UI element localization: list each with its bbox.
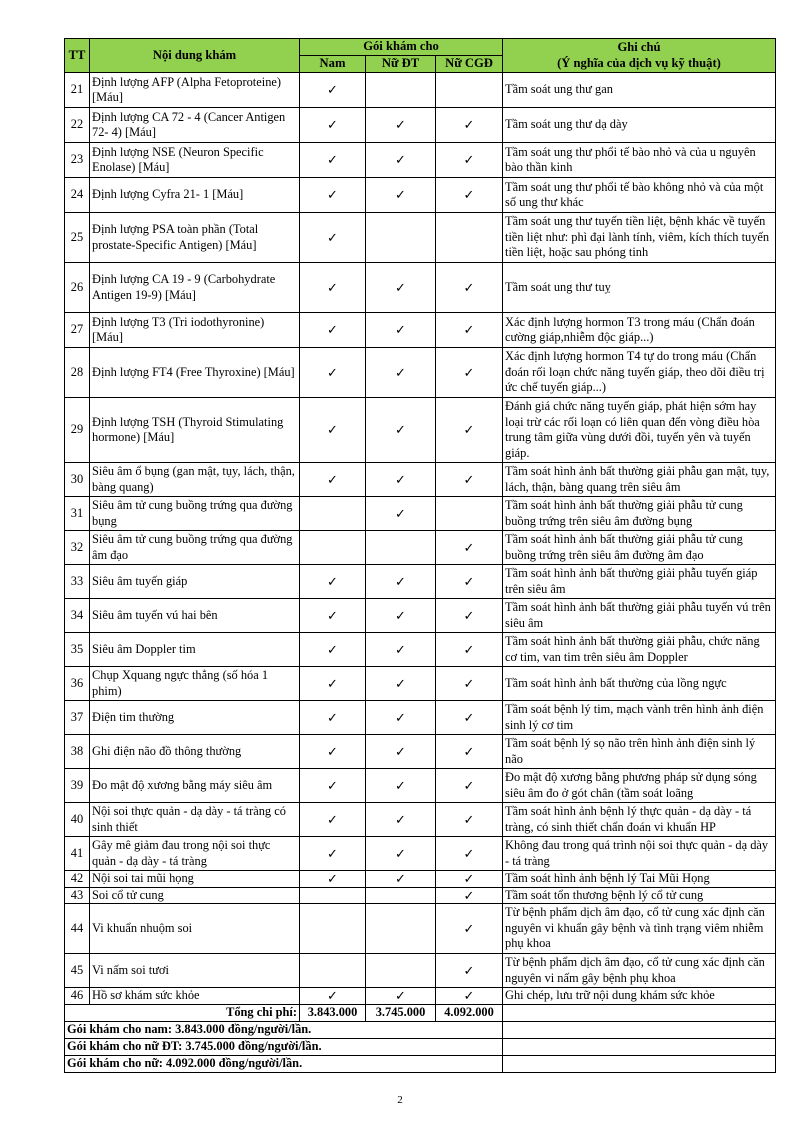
table-row bbox=[65, 398, 776, 463]
row-number: 42 bbox=[65, 871, 90, 888]
row-note: Không đau trong quá trình nội soi thực quản - dạ dày - tá tràng bbox=[503, 837, 776, 871]
table-footer bbox=[65, 1005, 776, 1073]
row-content: Siêu âm Doppler tim bbox=[90, 633, 300, 667]
row-number: 38 bbox=[65, 735, 90, 769]
total-female-cgd: 4.092.000 bbox=[436, 1005, 503, 1022]
check-cell-male bbox=[300, 871, 366, 888]
check-cell-female-cgd bbox=[436, 178, 503, 213]
check-cell-male bbox=[300, 463, 366, 497]
table-row bbox=[65, 769, 776, 803]
table-header bbox=[65, 39, 776, 73]
check-mark-icon: ✓ bbox=[463, 709, 475, 725]
header-content: Nội dung khám bbox=[90, 39, 300, 73]
row-note: Tầm soát hình ảnh bệnh lý Tai Mũi Họng bbox=[503, 871, 776, 888]
check-cell-female-cgd bbox=[436, 263, 503, 313]
check-mark-icon: ✓ bbox=[395, 279, 406, 295]
check-cell-female-dt bbox=[366, 73, 436, 108]
check-mark-icon: ✓ bbox=[463, 920, 475, 936]
check-cell-male bbox=[300, 837, 366, 871]
total-row bbox=[65, 1005, 776, 1022]
row-note: Tầm soát bệnh lý tim, mạch vành trên hình ảnh điện sinh lý cơ tim bbox=[503, 701, 776, 735]
table-row bbox=[65, 565, 776, 599]
check-cell-female-dt bbox=[366, 954, 436, 988]
check-cell-female-cgd bbox=[436, 497, 503, 531]
table-row bbox=[65, 887, 776, 904]
row-number: 35 bbox=[65, 633, 90, 667]
check-mark-icon: ✓ bbox=[463, 887, 475, 903]
check-cell-female-cgd bbox=[436, 904, 503, 954]
summary-row bbox=[65, 1055, 776, 1072]
row-note: Xác định lượng hormon T3 trong máu (Chẩn đoán cường giáp,nhiễm độc giáp...) bbox=[503, 313, 776, 348]
check-mark-icon: ✓ bbox=[395, 573, 406, 589]
row-number: 43 bbox=[65, 887, 90, 904]
check-cell-male bbox=[300, 565, 366, 599]
row-number: 37 bbox=[65, 701, 90, 735]
check-cell-male bbox=[300, 887, 366, 904]
check-mark-icon: ✓ bbox=[395, 988, 406, 1004]
exam-package-table bbox=[64, 38, 776, 1073]
table-row bbox=[65, 497, 776, 531]
check-mark-icon: ✓ bbox=[395, 152, 406, 168]
check-mark-icon: ✓ bbox=[395, 777, 406, 793]
row-note: Tầm soát hình ảnh bất thường giải phẫu tuyến vú trên siêu âm bbox=[503, 599, 776, 633]
check-cell-male bbox=[300, 213, 366, 263]
row-content: Định lượng TSH (Thyroid Stimulating hormone) [Máu] bbox=[90, 398, 300, 463]
check-mark-icon: ✓ bbox=[463, 607, 475, 623]
check-mark-icon: ✓ bbox=[463, 871, 475, 886]
check-mark-icon: ✓ bbox=[463, 641, 475, 657]
check-cell-female-cgd bbox=[436, 701, 503, 735]
row-content: Định lượng T3 (Tri iodothyronine) [Máu] bbox=[90, 313, 300, 348]
check-cell-female-dt bbox=[366, 313, 436, 348]
check-mark-icon: ✓ bbox=[463, 187, 475, 203]
check-cell-female-dt bbox=[366, 887, 436, 904]
row-number: 44 bbox=[65, 904, 90, 954]
check-cell-female-cgd bbox=[436, 667, 503, 701]
row-note: Tầm soát ung thư tuyến tiền liệt, bệnh khác về tuyến tiền liệt như: phì đại lành tính, viêm, kích thích tuyến tiền liệt, hoặc sau phóng tinh bbox=[503, 213, 776, 263]
table-row bbox=[65, 463, 776, 497]
check-cell-female-dt bbox=[366, 871, 436, 888]
check-cell-male bbox=[300, 313, 366, 348]
table-row bbox=[65, 599, 776, 633]
check-cell-male bbox=[300, 769, 366, 803]
row-number: 28 bbox=[65, 348, 90, 398]
check-cell-female-dt bbox=[366, 213, 436, 263]
total-male: 3.843.000 bbox=[300, 1005, 366, 1022]
row-number: 30 bbox=[65, 463, 90, 497]
check-cell-female-cgd bbox=[436, 565, 503, 599]
check-cell-male bbox=[300, 735, 366, 769]
check-cell-male bbox=[300, 348, 366, 398]
row-content: Vi nấm soi tươi bbox=[90, 954, 300, 988]
row-note: Tầm soát ung thư dạ dày bbox=[503, 108, 776, 143]
page-number: 2 bbox=[397, 1094, 403, 1106]
row-note: Đánh giá chức năng tuyến giáp, phát hiện sớm hay loại trừ các rối loạn có liên quan đến vòng điều hòa trung tâm giữa vùng dưới đồi, tuyến yên và tuyến giáp. bbox=[503, 398, 776, 463]
check-mark-icon: ✓ bbox=[395, 641, 406, 657]
check-mark-icon: ✓ bbox=[327, 871, 338, 886]
row-content: Soi cổ tử cung bbox=[90, 887, 300, 904]
check-cell-female-dt bbox=[366, 599, 436, 633]
row-content: Siêu âm tử cung buồng trứng qua đường bụng bbox=[90, 497, 300, 531]
check-mark-icon: ✓ bbox=[463, 845, 475, 861]
row-content: Đo mật độ xương bằng máy siêu âm bbox=[90, 769, 300, 803]
total-note-empty bbox=[503, 1005, 776, 1022]
check-cell-female-cgd bbox=[436, 954, 503, 988]
check-mark-icon: ✓ bbox=[327, 422, 338, 438]
check-cell-male bbox=[300, 599, 366, 633]
table-row bbox=[65, 803, 776, 837]
check-cell-female-dt bbox=[366, 701, 436, 735]
row-note: Tầm soát hình ảnh bất thường giải phẫu, chức năng cơ tim, van tim trên siêu âm Doppler bbox=[503, 633, 776, 667]
check-mark-icon: ✓ bbox=[327, 152, 338, 168]
check-cell-female-dt bbox=[366, 735, 436, 769]
header-note-title: Ghi chú bbox=[617, 40, 661, 54]
check-cell-female-dt bbox=[366, 178, 436, 213]
table-row bbox=[65, 837, 776, 871]
check-mark-icon: ✓ bbox=[463, 811, 475, 827]
check-cell-female-cgd bbox=[436, 73, 503, 108]
row-note: Tầm soát ung thư phổi tế bào không nhỏ và của một số ung thư khác bbox=[503, 178, 776, 213]
table-body bbox=[65, 73, 776, 1005]
row-note: Tầm soát hình ảnh bất thường giải phẫu tử cung buồng trứng trên siêu âm đường bụng bbox=[503, 497, 776, 531]
check-mark-icon: ✓ bbox=[463, 364, 475, 380]
table-row bbox=[65, 73, 776, 108]
row-content: Nội soi thực quản - dạ dày - tá tràng có sinh thiết bbox=[90, 803, 300, 837]
row-note: Tầm soát ung thư gan bbox=[503, 73, 776, 108]
row-note: Tầm soát hình ảnh bất thường của lồng ngực bbox=[503, 667, 776, 701]
check-mark-icon: ✓ bbox=[327, 117, 338, 133]
header-female-cgd: Nữ CGĐ bbox=[436, 56, 503, 73]
check-cell-male bbox=[300, 701, 366, 735]
row-number: 36 bbox=[65, 667, 90, 701]
check-cell-female-cgd bbox=[436, 108, 503, 143]
table-row bbox=[65, 988, 776, 1005]
check-cell-female-cgd bbox=[436, 871, 503, 888]
header-tt: TT bbox=[65, 39, 90, 73]
row-number: 25 bbox=[65, 213, 90, 263]
check-mark-icon: ✓ bbox=[463, 279, 475, 295]
check-mark-icon: ✓ bbox=[327, 82, 338, 98]
check-mark-icon: ✓ bbox=[395, 505, 406, 521]
check-mark-icon: ✓ bbox=[395, 422, 406, 438]
table-row bbox=[65, 108, 776, 143]
check-mark-icon: ✓ bbox=[327, 187, 338, 203]
check-cell-female-dt bbox=[366, 143, 436, 178]
table-row bbox=[65, 213, 776, 263]
row-note: Tầm soát hình ảnh bất thường giải phẫu tử cung buồng trứng trên siêu âm đường âm đạo bbox=[503, 531, 776, 565]
check-cell-female-dt bbox=[366, 633, 436, 667]
check-cell-female-dt bbox=[366, 531, 436, 565]
check-mark-icon: ✓ bbox=[327, 811, 338, 827]
table-row bbox=[65, 904, 776, 954]
check-mark-icon: ✓ bbox=[327, 471, 338, 487]
row-content: Siêu âm tuyến vú hai bên bbox=[90, 599, 300, 633]
total-label: Tổng chi phí: bbox=[65, 1005, 300, 1022]
row-content: Gây mê giảm đau trong nội soi thực quản - dạ dày - tá tràng bbox=[90, 837, 300, 871]
row-number: 27 bbox=[65, 313, 90, 348]
table-row bbox=[65, 871, 776, 888]
summary-male: Gói khám cho nam: 3.843.000 đồng/người/lần. bbox=[65, 1021, 503, 1038]
row-content: Ghi điện não đồ thông thường bbox=[90, 735, 300, 769]
row-number: 23 bbox=[65, 143, 90, 178]
check-mark-icon: ✓ bbox=[327, 607, 338, 623]
summary-female: Gói khám cho nữ: 4.092.000 đồng/người/lần. bbox=[65, 1055, 503, 1072]
check-cell-female-dt bbox=[366, 108, 436, 143]
row-number: 34 bbox=[65, 599, 90, 633]
row-note: Tầm soát tổn thương bệnh lý cổ tử cung bbox=[503, 887, 776, 904]
row-number: 41 bbox=[65, 837, 90, 871]
row-note: Từ bệnh phẩm dịch âm đạo, cổ tử cung xác định căn nguyên vi nấm gây bệnh phụ khoa bbox=[503, 954, 776, 988]
header-male: Nam bbox=[300, 56, 366, 73]
check-mark-icon: ✓ bbox=[395, 845, 406, 861]
row-note: Từ bệnh phẩm dịch âm đạo, cổ tử cung xác định căn nguyên vi khuẩn gây bệnh và tình trạng viêm nhiễm phụ khoa bbox=[503, 904, 776, 954]
check-cell-female-dt bbox=[366, 398, 436, 463]
header-packages: Gói khám cho bbox=[300, 39, 503, 56]
header-note-subtitle: (Ý nghĩa của dịch vụ kỹ thuật) bbox=[557, 55, 721, 70]
check-cell-male bbox=[300, 531, 366, 565]
row-number: 31 bbox=[65, 497, 90, 531]
check-cell-male bbox=[300, 178, 366, 213]
total-female-dt: 3.745.000 bbox=[366, 1005, 436, 1022]
row-note: Đo mật độ xương bằng phương pháp sử dụng sóng siêu âm đo ở gót chân (tầm soát loãng bbox=[503, 769, 776, 803]
table-row bbox=[65, 531, 776, 565]
row-number: 39 bbox=[65, 769, 90, 803]
header-female-dt: Nữ ĐT bbox=[366, 56, 436, 73]
row-number: 46 bbox=[65, 988, 90, 1005]
check-cell-female-cgd bbox=[436, 348, 503, 398]
check-mark-icon: ✓ bbox=[327, 364, 338, 380]
check-mark-icon: ✓ bbox=[463, 471, 475, 487]
summary-female-dt: Gói khám cho nữ ĐT: 3.745.000 đồng/người/lần. bbox=[65, 1038, 503, 1055]
check-mark-icon: ✓ bbox=[327, 743, 338, 759]
check-cell-male bbox=[300, 73, 366, 108]
summary-note-empty bbox=[503, 1021, 776, 1038]
row-content: Siêu âm ổ bụng (gan mật, tụy, lách, thận, bàng quang) bbox=[90, 463, 300, 497]
row-note: Tầm soát hình ảnh bệnh lý thực quản - dạ dày - tá tràng, có sinh thiết chẩn đoán vi khuẩn HP bbox=[503, 803, 776, 837]
check-cell-male bbox=[300, 633, 366, 667]
table-row bbox=[65, 143, 776, 178]
check-mark-icon: ✓ bbox=[395, 322, 406, 338]
row-number: 33 bbox=[65, 565, 90, 599]
check-cell-female-cgd bbox=[436, 143, 503, 178]
table-row bbox=[65, 667, 776, 701]
check-cell-female-dt bbox=[366, 904, 436, 954]
check-cell-female-cgd bbox=[436, 837, 503, 871]
header-note bbox=[503, 39, 776, 73]
check-mark-icon: ✓ bbox=[395, 743, 406, 759]
check-cell-male bbox=[300, 497, 366, 531]
table-row bbox=[65, 633, 776, 667]
summary-row bbox=[65, 1038, 776, 1055]
check-mark-icon: ✓ bbox=[463, 988, 475, 1004]
row-number: 32 bbox=[65, 531, 90, 565]
check-mark-icon: ✓ bbox=[327, 229, 338, 245]
table-row bbox=[65, 313, 776, 348]
summary-note-empty bbox=[503, 1038, 776, 1055]
check-mark-icon: ✓ bbox=[395, 871, 406, 886]
check-cell-female-cgd bbox=[436, 531, 503, 565]
check-cell-male bbox=[300, 143, 366, 178]
check-cell-female-dt bbox=[366, 667, 436, 701]
check-cell-female-cgd bbox=[436, 803, 503, 837]
check-cell-male bbox=[300, 904, 366, 954]
check-mark-icon: ✓ bbox=[395, 471, 406, 487]
row-number: 45 bbox=[65, 954, 90, 988]
check-mark-icon: ✓ bbox=[463, 675, 475, 691]
row-content: Định lượng AFP (Alpha Fetoproteine) [Máu] bbox=[90, 73, 300, 108]
check-cell-female-dt bbox=[366, 463, 436, 497]
row-content: Định lượng NSE (Neuron Specific Enolase) [Máu] bbox=[90, 143, 300, 178]
check-mark-icon: ✓ bbox=[327, 279, 338, 295]
check-mark-icon: ✓ bbox=[463, 743, 475, 759]
row-number: 40 bbox=[65, 803, 90, 837]
check-mark-icon: ✓ bbox=[395, 675, 406, 691]
row-content: Siêu âm tử cung buồng trứng qua đường âm đạo bbox=[90, 531, 300, 565]
row-number: 21 bbox=[65, 73, 90, 108]
check-cell-male bbox=[300, 954, 366, 988]
check-mark-icon: ✓ bbox=[327, 777, 338, 793]
check-cell-female-cgd bbox=[436, 735, 503, 769]
row-content: Định lượng PSA toàn phần (Total prostate-Specific Antigen) [Máu] bbox=[90, 213, 300, 263]
check-mark-icon: ✓ bbox=[463, 422, 475, 438]
check-cell-female-dt bbox=[366, 497, 436, 531]
check-mark-icon: ✓ bbox=[463, 573, 475, 589]
row-content: Siêu âm tuyến giáp bbox=[90, 565, 300, 599]
check-mark-icon: ✓ bbox=[463, 539, 475, 555]
check-cell-male bbox=[300, 108, 366, 143]
check-mark-icon: ✓ bbox=[463, 322, 475, 338]
row-note: Tầm soát ung thư phổi tế bào nhỏ và của u nguyên bào thần kinh bbox=[503, 143, 776, 178]
check-mark-icon: ✓ bbox=[395, 117, 406, 133]
row-note: Tầm soát ung thư tuỵ bbox=[503, 263, 776, 313]
check-cell-female-cgd bbox=[436, 313, 503, 348]
row-number: 26 bbox=[65, 263, 90, 313]
row-note: Tầm soát hình ảnh bất thường giải phẫu gan mật, tụy, lách, thận, bàng quang trên siêu âm bbox=[503, 463, 776, 497]
row-content: Định lượng CA 19 - 9 (Carbohydrate Antigen 19-9) [Máu] bbox=[90, 263, 300, 313]
check-mark-icon: ✓ bbox=[395, 607, 406, 623]
row-content: Định lượng CA 72 - 4 (Cancer Antigen 72- 4) [Máu] bbox=[90, 108, 300, 143]
row-content: Chụp Xquang ngực thẳng (số hóa 1 phim) bbox=[90, 667, 300, 701]
row-note: Xác định lượng hormon T4 tự do trong máu (Chẩn đoán rối loạn chức năng tuyến giáp, theo dõi điều trị ức chế tuyến giáp...) bbox=[503, 348, 776, 398]
check-cell-male bbox=[300, 263, 366, 313]
check-mark-icon: ✓ bbox=[327, 573, 338, 589]
check-mark-icon: ✓ bbox=[327, 641, 338, 657]
check-cell-female-dt bbox=[366, 769, 436, 803]
row-content: Nội soi tai mũi họng bbox=[90, 871, 300, 888]
check-cell-female-cgd bbox=[436, 769, 503, 803]
row-content: Định lượng Cyfra 21- 1 [Máu] bbox=[90, 178, 300, 213]
check-cell-female-dt bbox=[366, 837, 436, 871]
row-note: Ghi chép, lưu trữ nội dung khám sức khỏe bbox=[503, 988, 776, 1005]
row-content: Điện tim thường bbox=[90, 701, 300, 735]
check-cell-male bbox=[300, 667, 366, 701]
table-row bbox=[65, 954, 776, 988]
check-cell-male bbox=[300, 988, 366, 1005]
check-cell-female-cgd bbox=[436, 463, 503, 497]
check-mark-icon: ✓ bbox=[395, 364, 406, 380]
summary-row bbox=[65, 1021, 776, 1038]
check-mark-icon: ✓ bbox=[395, 811, 406, 827]
row-note: Tầm soát bệnh lý sọ não trên hình ảnh điện sinh lý não bbox=[503, 735, 776, 769]
check-mark-icon: ✓ bbox=[327, 709, 338, 725]
check-cell-female-cgd bbox=[436, 988, 503, 1005]
row-number: 22 bbox=[65, 108, 90, 143]
row-content: Vi khuẩn nhuộm soi bbox=[90, 904, 300, 954]
check-mark-icon: ✓ bbox=[395, 187, 406, 203]
check-cell-female-cgd bbox=[436, 213, 503, 263]
summary-note-empty bbox=[503, 1055, 776, 1072]
table-row bbox=[65, 735, 776, 769]
check-mark-icon: ✓ bbox=[327, 322, 338, 338]
check-cell-female-dt bbox=[366, 348, 436, 398]
row-note: Tầm soát hình ảnh bất thường giải phẫu tuyến giáp trên siêu âm bbox=[503, 565, 776, 599]
row-content: Hồ sơ khám sức khỏe bbox=[90, 988, 300, 1005]
check-cell-male bbox=[300, 398, 366, 463]
table-row bbox=[65, 348, 776, 398]
table-row bbox=[65, 701, 776, 735]
check-cell-female-cgd bbox=[436, 599, 503, 633]
check-mark-icon: ✓ bbox=[327, 845, 338, 861]
check-mark-icon: ✓ bbox=[327, 988, 338, 1004]
table-row bbox=[65, 178, 776, 213]
check-mark-icon: ✓ bbox=[463, 777, 475, 793]
check-mark-icon: ✓ bbox=[395, 709, 406, 725]
check-cell-female-dt bbox=[366, 263, 436, 313]
check-cell-male bbox=[300, 803, 366, 837]
check-cell-female-dt bbox=[366, 988, 436, 1005]
check-cell-female-cgd bbox=[436, 633, 503, 667]
check-mark-icon: ✓ bbox=[463, 117, 475, 133]
check-cell-female-dt bbox=[366, 565, 436, 599]
table-row bbox=[65, 263, 776, 313]
check-mark-icon: ✓ bbox=[463, 962, 475, 978]
check-mark-icon: ✓ bbox=[463, 152, 475, 168]
row-number: 24 bbox=[65, 178, 90, 213]
row-content: Định lượng FT4 (Free Thyroxine) [Máu] bbox=[90, 348, 300, 398]
check-mark-icon: ✓ bbox=[327, 675, 338, 691]
row-number: 29 bbox=[65, 398, 90, 463]
check-cell-female-cgd bbox=[436, 887, 503, 904]
check-cell-female-dt bbox=[366, 803, 436, 837]
check-cell-female-cgd bbox=[436, 398, 503, 463]
